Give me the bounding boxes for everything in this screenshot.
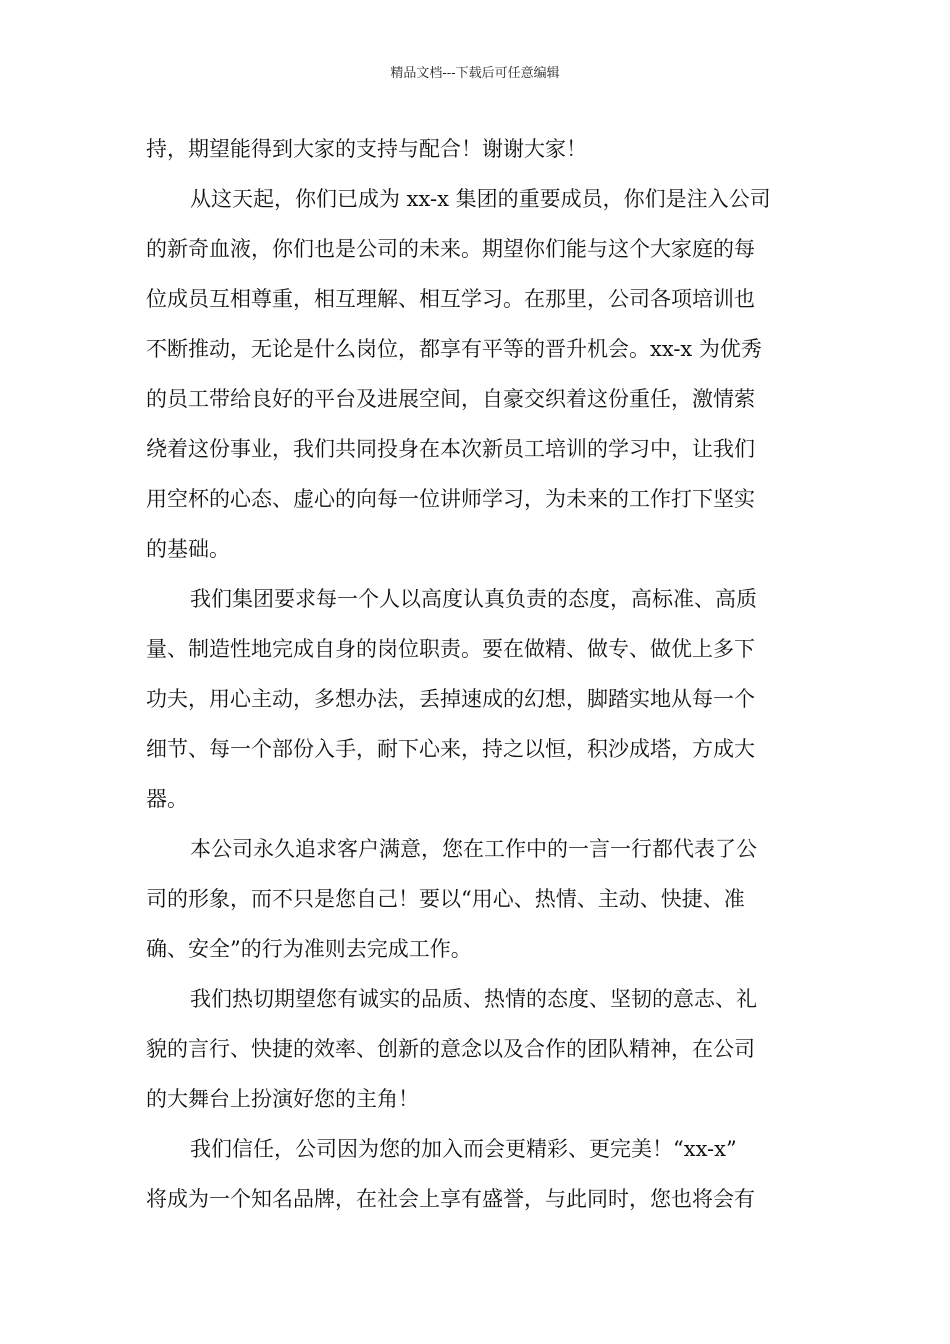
text-line-1: 持，期望能得到大家的支持与配合！谢谢大家！	[146, 137, 587, 161]
text-line-16: 司的形象，而不只是您自己！要以“用心、热情、主动、快捷、准	[146, 887, 745, 911]
text-line-10: 我们集团要求每一个人以高度认真负责的态度，高标准、高质	[190, 587, 757, 611]
text-line-12: 功夫，用心主动，多想办法，丢掉速成的幻想，脚踏实地从每一个	[146, 687, 755, 711]
text-line-17: 确、安全”的行为准则去完成工作。	[146, 937, 472, 961]
text-line-4: 位成员互相尊重，相互理解、相互学习。在那里，公司各项培训也	[146, 287, 755, 311]
page-header: 精品文档---下载后可任意编辑	[390, 66, 560, 81]
text-line-14: 器。	[146, 787, 188, 811]
text-line-8: 用空杯的心态、虚心的向每一位讲师学习，为未来的工作打下坚实	[146, 487, 755, 511]
text-line-11: 量、制造性地完成自身的岗位职责。要在做精、做专、做优上多下	[146, 637, 755, 661]
text-line-15: 本公司永久追求客户满意，您在工作中的一言一行都代表了公	[190, 837, 757, 861]
text-line-21: 我们信任，公司因为您的加入而会更精彩、更完美！“xx-x”	[190, 1137, 737, 1161]
text-line-2: 从这天起，你们已成为 xx-x 集团的重要成员，你们是注入公司	[190, 187, 771, 211]
text-line-19: 貌的言行、快捷的效率、创新的意念以及合作的团队精神，在公司	[146, 1037, 755, 1061]
text-line-5: 不断推动，无论是什么岗位，都享有平等的晋升机会。xx-x 为优秀	[146, 337, 762, 361]
text-line-20: 的大舞台上扮演好您的主角！	[146, 1087, 419, 1111]
document-body	[146, 124, 810, 1224]
text-line-3: 的新奇血液，你们也是公司的未来。期望你们能与这个大家庭的每	[146, 237, 755, 261]
text-line-22: 将成为一个知名品牌，在社会上享有盛誉，与此同时，您也将会有	[146, 1187, 755, 1211]
text-line-13: 细节、每一个部份入手，耐下心来，持之以恒，积沙成塔，方成大	[146, 737, 755, 761]
text-line-9: 的基础。	[146, 537, 230, 561]
text-line-18: 我们热切期望您有诚实的品质、热情的态度、坚韧的意志、礼	[190, 987, 757, 1011]
text-line-7: 绕着这份事业，我们共同投身在本次新员工培训的学习中，让我们	[146, 437, 755, 461]
text-line-6: 的员工带给良好的平台及进展空间，自豪交织着这份重任，激情萦	[146, 387, 755, 411]
